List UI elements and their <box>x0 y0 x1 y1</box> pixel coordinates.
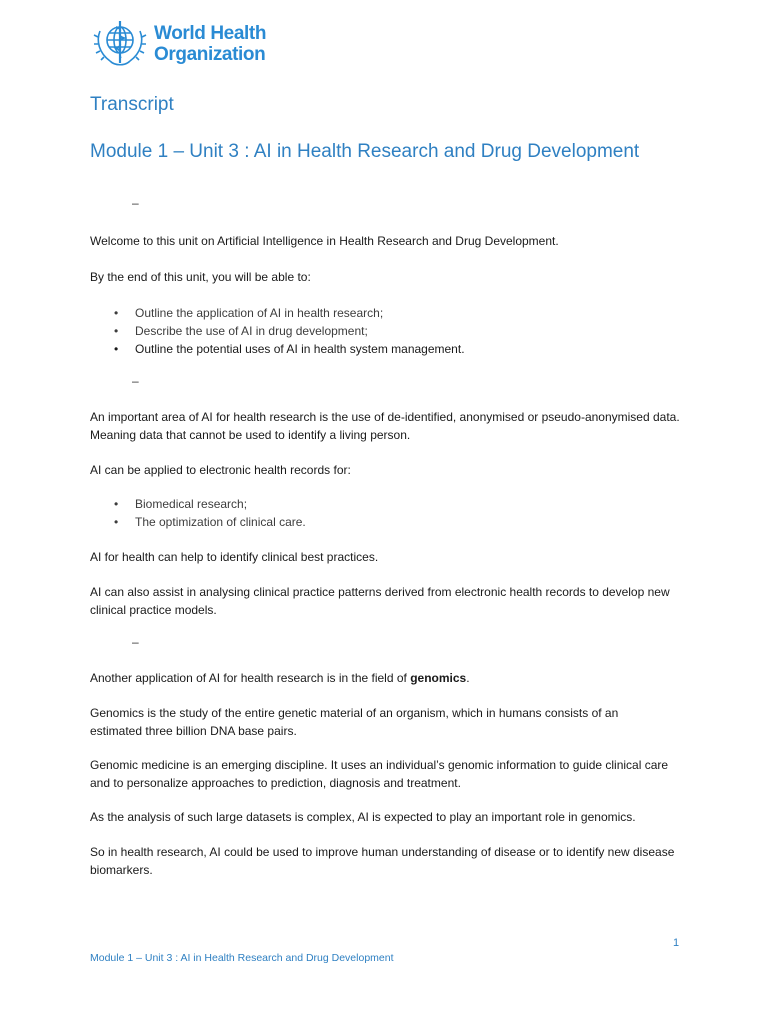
logo-line-1: World Health <box>154 23 267 44</box>
objective-item: • Outline the application of AI in health research; <box>90 304 465 322</box>
welcome-paragraph: Welcome to this unit on Artificial Intelligence in Health Research and Drug Development. <box>90 234 559 248</box>
logo-line-2: Organization <box>154 44 266 65</box>
objective-item: • Outline the potential uses of AI in health system management. <box>90 340 465 358</box>
section-marker: – <box>132 374 139 388</box>
understanding-paragraph: So in health research, AI could be used to improve human understanding of disease or to identify new disease biomarkers. <box>90 845 675 877</box>
genomics-intro-paragraph <box>90 669 690 687</box>
page-number: 1 <box>673 937 680 949</box>
ehr-intro: AI can be applied to electronic health records for: <box>90 463 351 477</box>
genomics-term: genomics <box>410 671 467 685</box>
clinical-patterns-paragraph: AI can also assist in analysing clinical practice patterns derived from electronic health records to develop new clinical practice models. <box>90 585 670 617</box>
datasets-paragraph: As the analysis of such large datasets is complex, AI is expected to play an important role in genomics. <box>90 810 636 824</box>
objectives-list <box>90 304 465 358</box>
deidentified-paragraph: An important area of AI for health research is the use of de-identified, anonymised or pseudo-anonymised data. Meaning data that cannot be used to identify a living person. <box>90 410 680 442</box>
ehr-item: • Biomedical research; <box>90 495 306 513</box>
ehr-list <box>90 495 306 531</box>
section-marker: – <box>132 635 139 649</box>
objectives-intro: By the end of this unit, you will be able to: <box>90 270 311 284</box>
genomics-period: . <box>466 671 470 685</box>
best-practices-paragraph: AI for health can help to identify clinical best practices. <box>90 550 379 564</box>
ehr-item: • The optimization of clinical care. <box>90 513 306 531</box>
footer-title: Module 1 – Unit 3 : AI in Health Research and Drug Development <box>90 952 394 964</box>
genomics-intro-text: Another application of AI for health research is in the field of <box>90 671 407 685</box>
transcript-heading: Transcript <box>90 94 174 115</box>
genomics-definition-paragraph: Genomics is the study of the entire genetic material of an organism, which in humans consists of an estimated three billion DNA base pairs. <box>90 706 619 738</box>
module-title: Module 1 – Unit 3 : AI in Health Research and Drug Development <box>90 141 640 162</box>
genomic-medicine-paragraph: Genomic medicine is an emerging discipline. It uses an individual’s genomic information to guide clinical care and to personalize approaches to prediction, diagnosis and treatment. <box>90 758 669 790</box>
who-emblem-icon <box>90 15 150 73</box>
who-wordmark <box>154 23 266 65</box>
who-logo <box>90 15 266 73</box>
section-marker: – <box>132 196 139 210</box>
objective-item: • Describe the use of AI in drug development; <box>90 322 465 340</box>
